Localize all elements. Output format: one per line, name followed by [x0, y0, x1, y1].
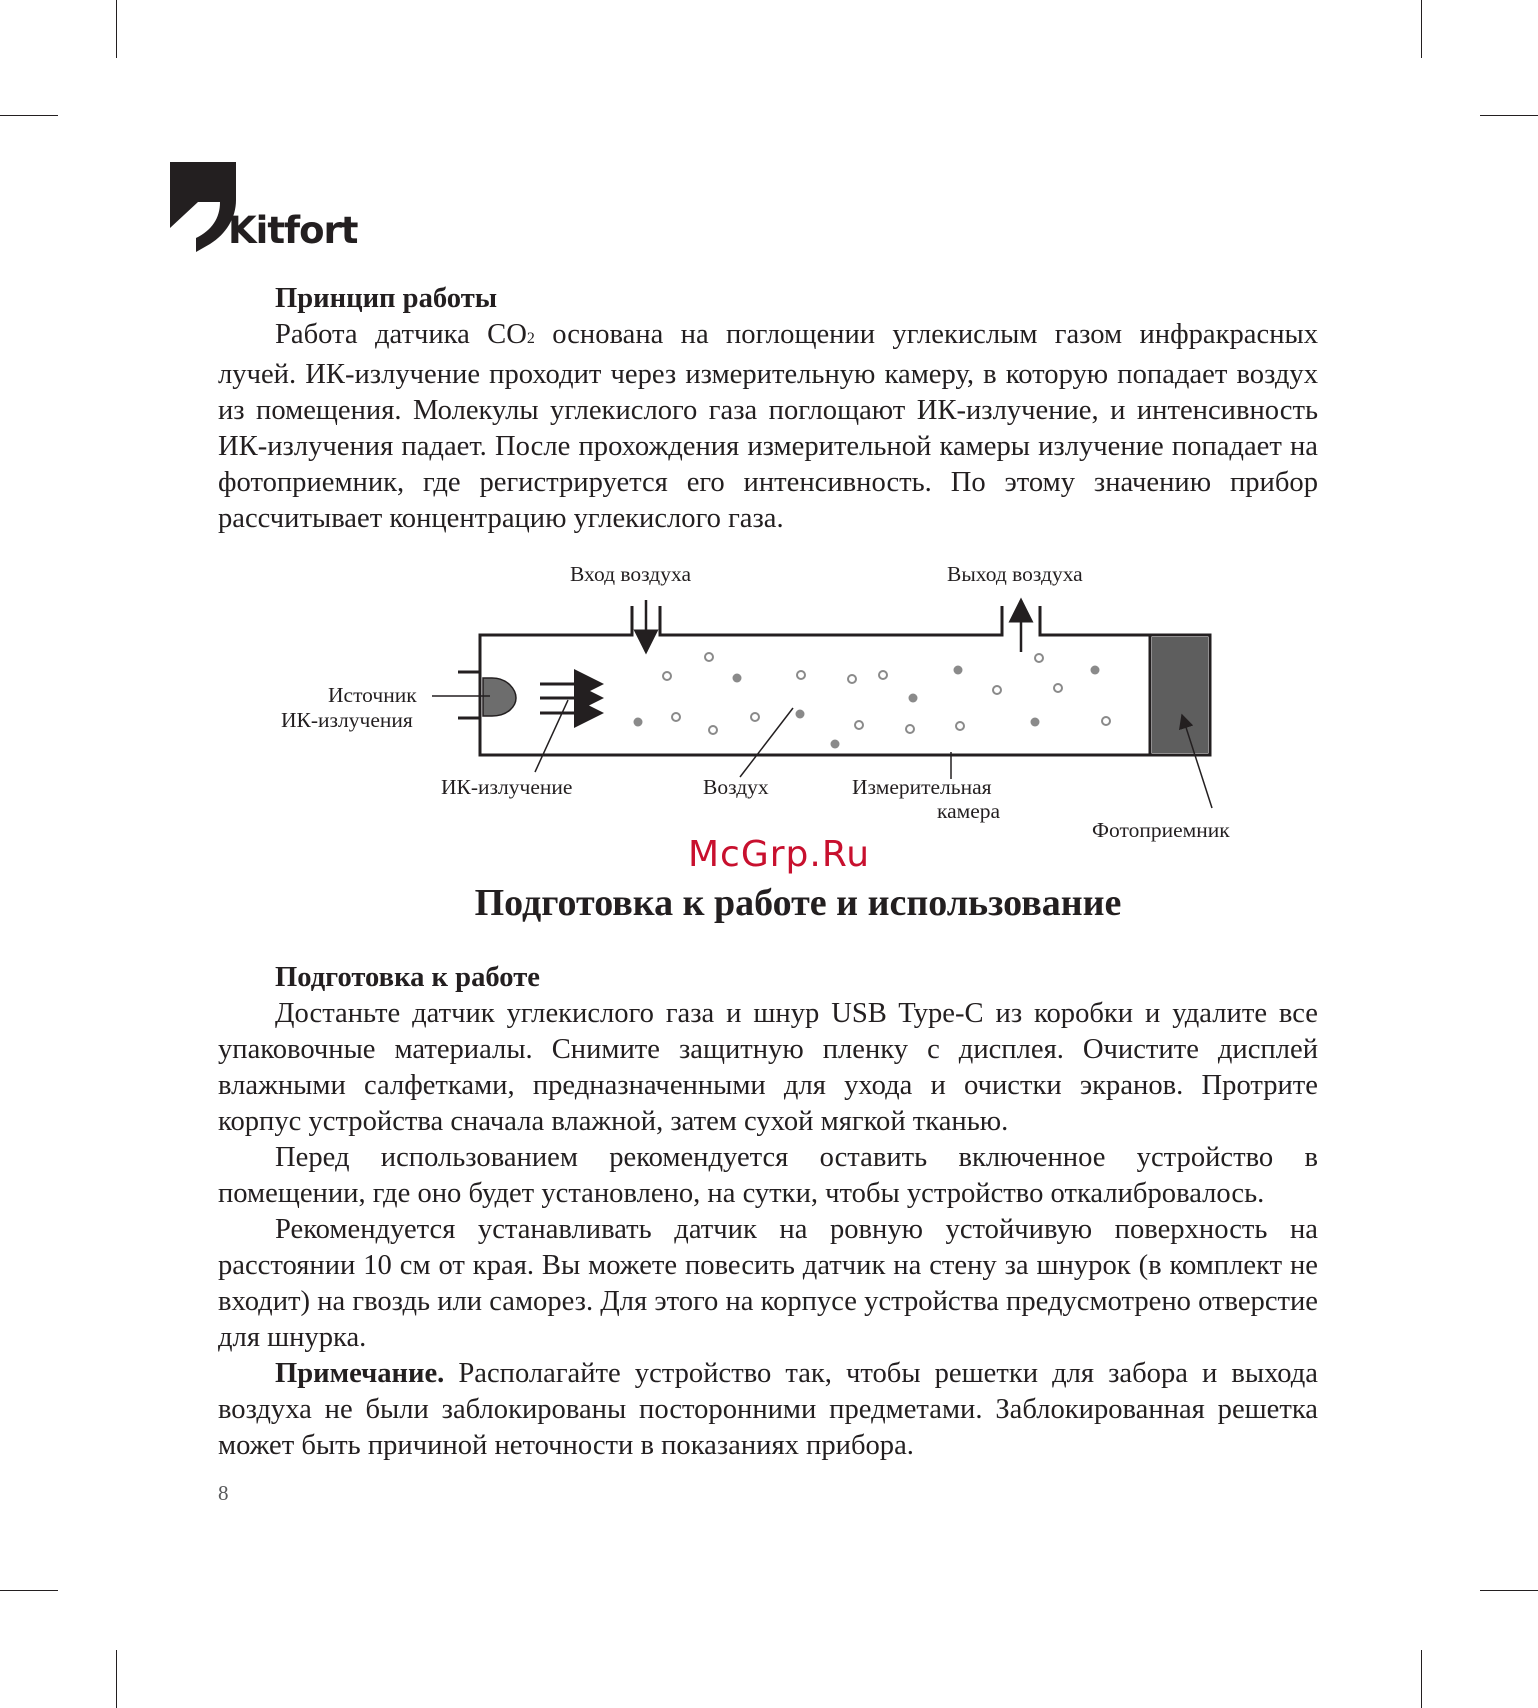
label-air-in: Вход воздуха [570, 562, 691, 586]
molecule-hollow [1102, 717, 1110, 725]
preparation-section [218, 960, 1318, 1464]
co2-subscript: 2 [526, 330, 535, 347]
preparation-paragraph-3: Рекомендуется устанавливать датчик на ровную устойчивую поверхность на расстоянии 10 см от края. Вы можете повесить датчик на стену за шнурок (в комплект не входит) на гвоздь или саморез. Для этого на корпусе устройства предусмотрено отверстие для шнурка. [218, 1214, 1318, 1353]
crop-mark-top-right-h [1480, 115, 1538, 116]
label-ir-source-1: Источник [328, 683, 417, 707]
molecule-hollow [663, 672, 671, 680]
molecule-hollow [705, 653, 713, 661]
molecule-hollow [709, 726, 717, 734]
note-label: Примечание. [275, 1358, 445, 1389]
photodetector-block [1152, 637, 1208, 753]
leader-air [740, 708, 793, 777]
crop-mark-bottom-left-h [0, 1590, 58, 1591]
ir-source-icon [483, 678, 516, 716]
leader-photodetector [1182, 715, 1212, 808]
molecule-hollow [906, 725, 914, 733]
molecule-filled [1031, 718, 1040, 727]
principle-text-start: Работа датчика CO [275, 319, 527, 350]
principle-section [218, 281, 1318, 537]
molecule-filled [733, 674, 742, 683]
principle-text-rest: основана на поглощении углекислым газом инфракрасных лучей. ИК-излучение проходит через измерительную камеру, в которую попадает воздух из помещения. Молекулы углекислого газа поглощают ИК-излучение, и интенсивность ИК-излучения падает. После прохождения измерительной камеры излучение попадает на фотоприемник, где регистрируется его интенсивность. По этому значению прибор рассчитывает концентрацию углекислого газа. [218, 319, 1319, 534]
molecule-hollow [751, 713, 759, 721]
crop-mark-top-left-h [0, 115, 58, 116]
note-paragraph [218, 1356, 1318, 1464]
molecule-hollow [855, 721, 863, 729]
principle-paragraph [218, 317, 1318, 537]
leader-ir-radiation [535, 700, 568, 772]
molecule-filled [954, 666, 963, 675]
section-title: Подготовка к работе и использование [474, 882, 1122, 924]
crop-mark-bottom-left [116, 1650, 117, 1708]
label-photodetector: Фотоприемник [1092, 818, 1230, 842]
preparation-paragraph-1: Достаньте датчик углекислого газа и шнур USB Type-C из коробки и удалите все упаковочные материалы. Снимите защитную пленку с дисплея. Очистите дисплей влажными салфетками, предназначенными для ухода и очистки экранов. Протрите корпус устройства сначала влажной, затем сухой мягкой тканью. [218, 998, 1318, 1137]
brand-logo [168, 160, 368, 260]
label-air-out: Выход воздуха [947, 562, 1083, 586]
chamber-top-right-wall [1040, 606, 1210, 755]
preparation-paragraph-2: Перед использованием рекомендуется оставить включенное устройство в помещении, где оно будет установлено, на сутки, чтобы устройство откалибровалось. [218, 1142, 1318, 1209]
label-chamber-2: камера [937, 799, 1001, 823]
molecule-filled [831, 740, 840, 749]
crop-mark-top-right [1421, 0, 1422, 58]
crop-mark-top-left [116, 0, 117, 58]
molecule-hollow [993, 686, 1001, 694]
principle-heading: Принцип работы [275, 283, 498, 314]
crop-mark-bottom-right [1421, 1650, 1422, 1708]
molecule-hollow [1035, 654, 1043, 662]
label-chamber-1: Измерительная [852, 775, 992, 799]
chamber-top-left-wall [480, 606, 1150, 755]
molecule-filled [1091, 666, 1100, 675]
label-ir-source-2: ИК-излучения [281, 708, 413, 732]
page-number: 8 [218, 1481, 229, 1505]
molecule-filled [634, 718, 643, 727]
chamber-top-middle-wall [660, 606, 1002, 635]
brand-name: Kitfort [228, 209, 358, 252]
note-text: Располагайте устройство так, чтобы решетки для забора и выхода воздуха не были заблокированы посторонними предметами. Заблокированная решетка может быть причиной неточности в показаниях прибора. [218, 1358, 1318, 1461]
watermark: McGrp.Ru [687, 834, 871, 875]
molecule-hollow [672, 713, 680, 721]
molecule-filled [796, 710, 805, 719]
crop-mark-bottom-right-h [1480, 1590, 1538, 1591]
molecule-filled [909, 694, 918, 703]
molecule-hollow [879, 671, 887, 679]
label-ir-radiation: ИК-излучение [441, 775, 573, 799]
molecule-hollow [1054, 684, 1062, 692]
label-air: Воздух [703, 775, 769, 799]
preparation-heading: Подготовка к работе [275, 962, 540, 993]
molecule-hollow [848, 675, 856, 683]
molecule-hollow [797, 671, 805, 679]
molecule-hollow [956, 722, 964, 730]
